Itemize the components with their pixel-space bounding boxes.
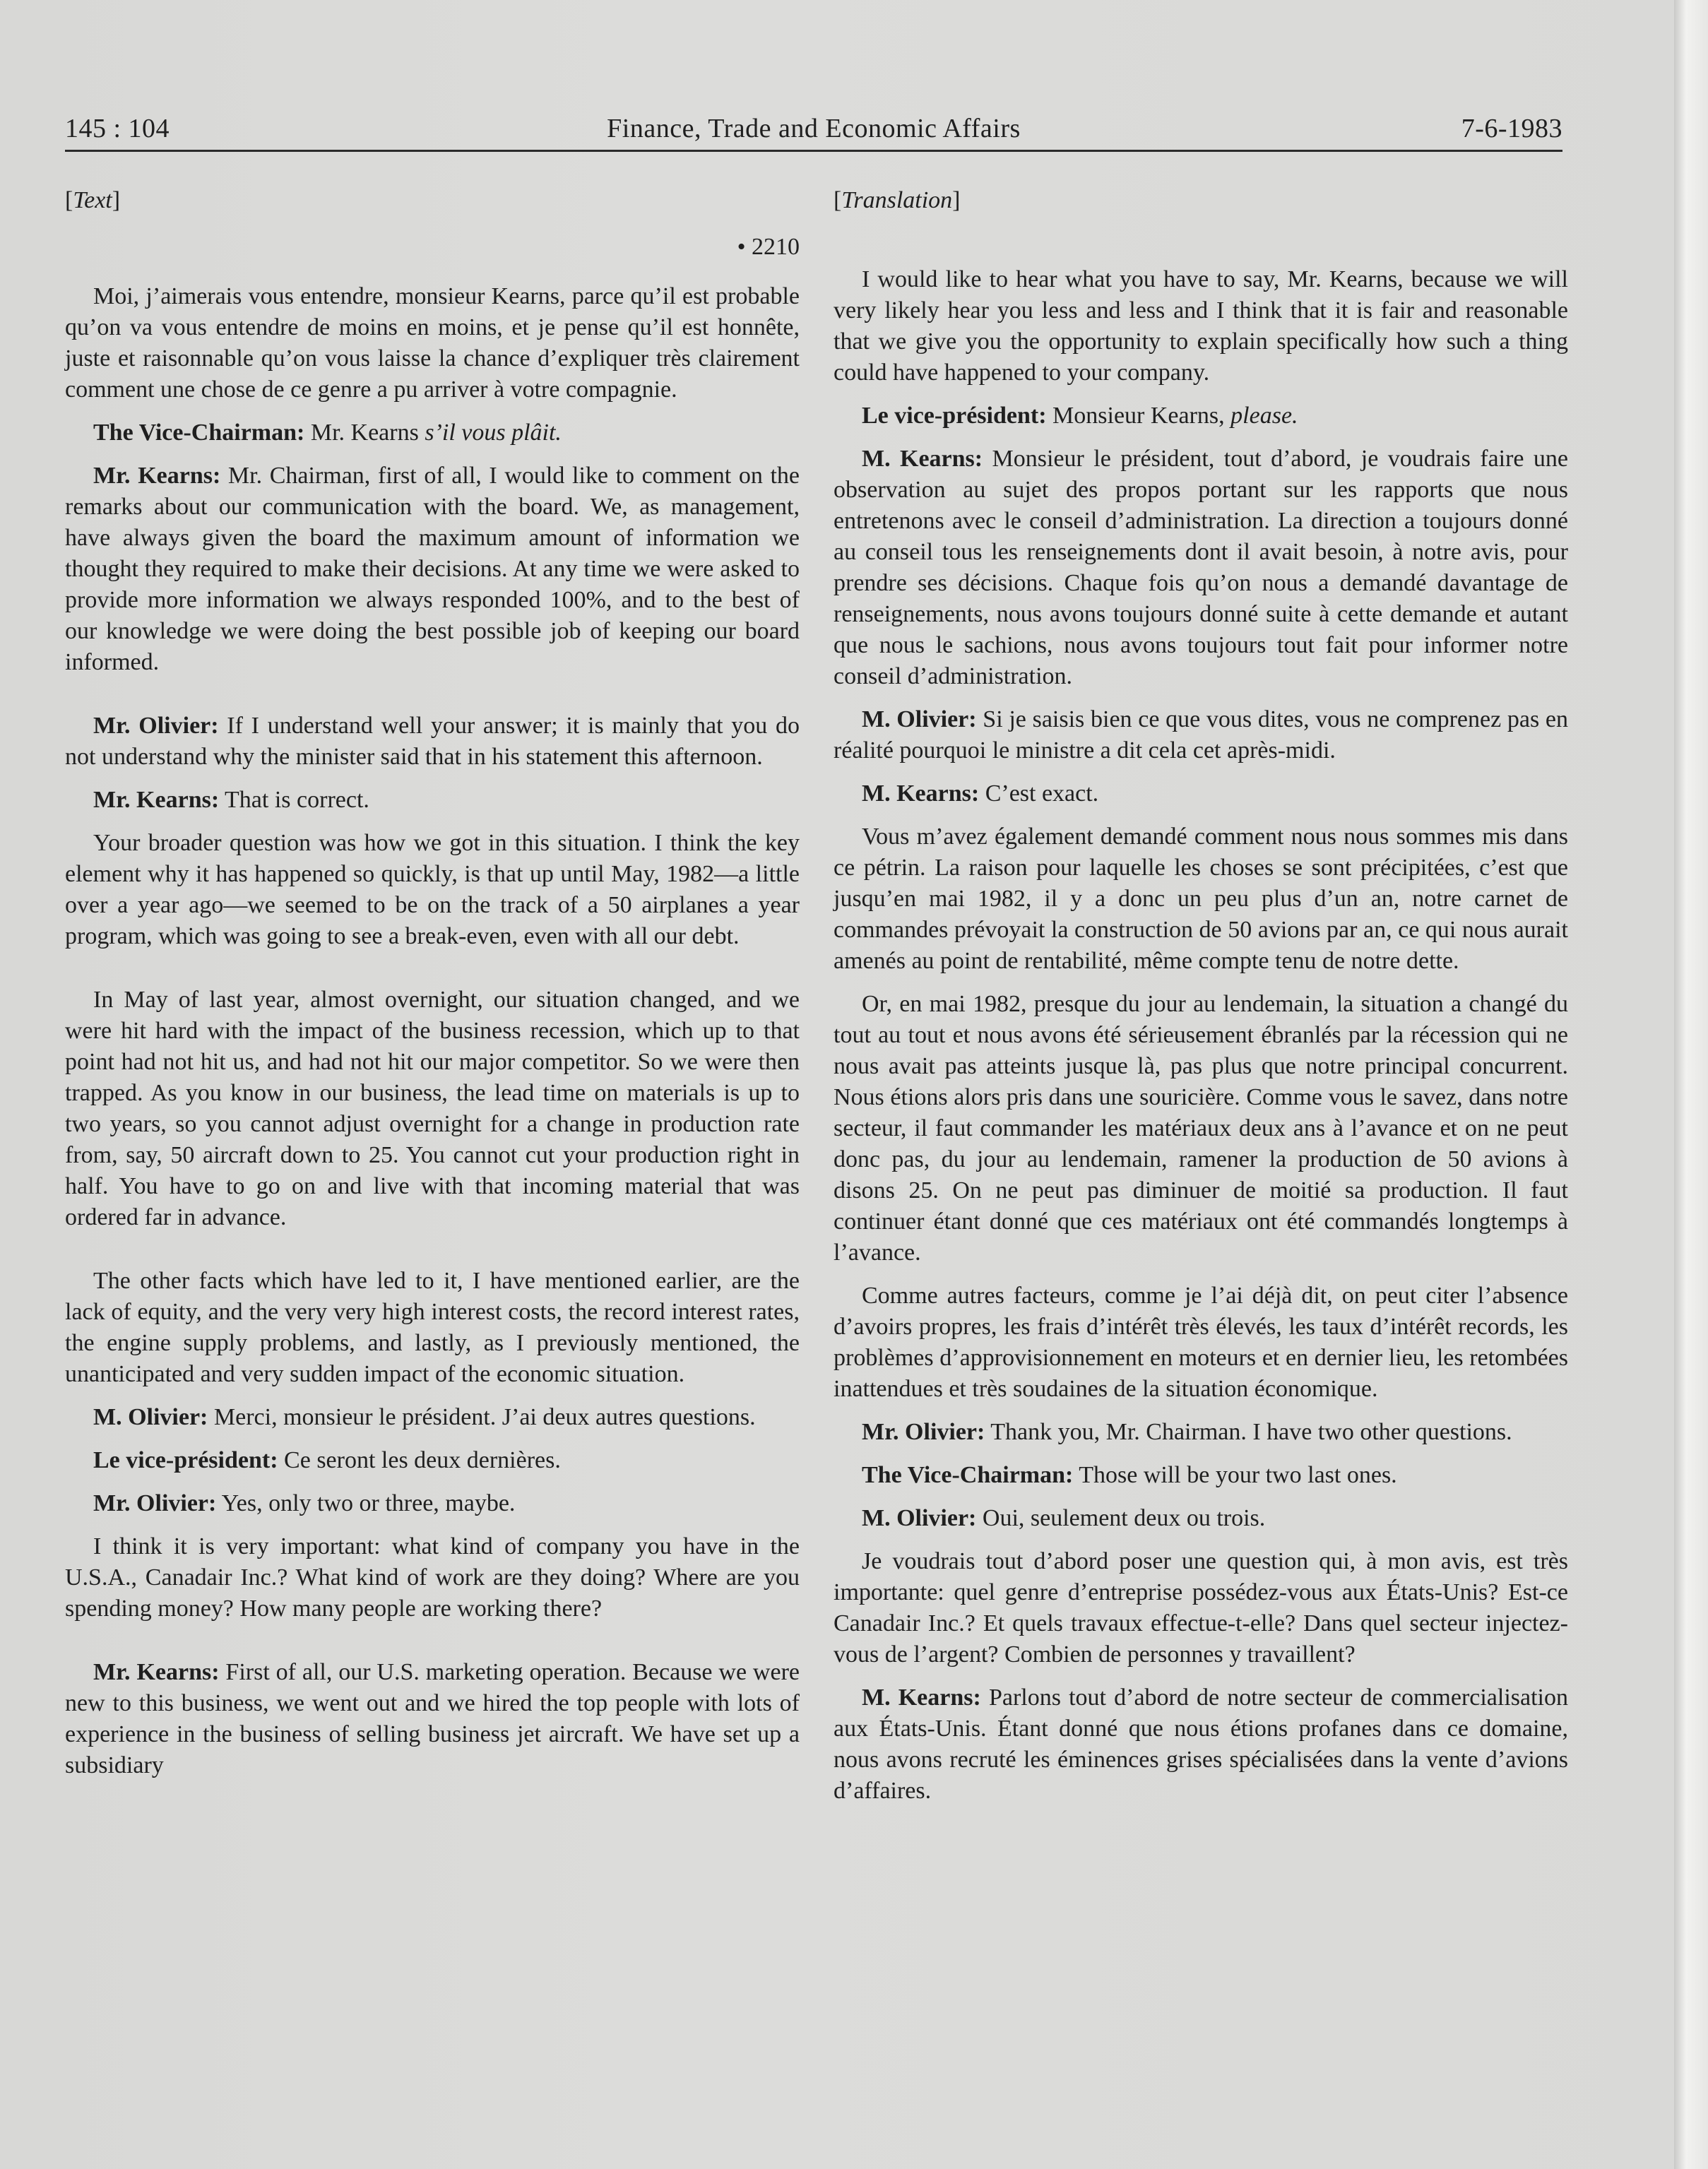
paragraph: Comme autres facteurs, comme je l’ai déjà dit, on peut citer l’absence d’avoirs propres, les frais d’intérêt très élevés, les taux d’intérêt records, les problèmes d’approvisionnement en moteurs et en dernier lieu, les retombées inattendues et très soudaines de la situation économique. bbox=[834, 1283, 1568, 1402]
paragraph: M. Olivier: Merci, monsieur le président. J’ai deux autres questions. bbox=[93, 1404, 756, 1430]
paragraph: The Vice-Chairman: Those will be your two last ones. bbox=[862, 1462, 1397, 1488]
paragraph: Je voudrais tout d’abord poser une question qui, à mon avis, est très importante: quel genre d’entreprise possédez-vous aux États-Unis? Est-ce Canadair Inc.? Et quels travaux effectue-t-elle? Dans quel secteur injectez-vous de l’argent? Combien de personnes y travaillent? bbox=[834, 1548, 1568, 1668]
paragraph: Mr. Kearns: First of all, our U.S. marketing operation. Because we were new to this business, we went out and we hired the top people with lots of experience in the business of selling business jet aircraft. We have set up a subsidiary bbox=[65, 1659, 800, 1778]
speaker-name: Mr. Olivier: bbox=[862, 1419, 985, 1445]
paragraph: Le vice-président: Ce seront les deux dernières. bbox=[93, 1447, 561, 1473]
speaker-name: The Vice-Chairman: bbox=[862, 1462, 1074, 1488]
time-marker: • 2210 bbox=[737, 234, 800, 260]
speaker-name: Mr. Kearns: bbox=[93, 463, 221, 489]
speaker-name: Mr. Olivier: bbox=[93, 1490, 217, 1516]
paragraph: Mr. Kearns: That is correct. bbox=[93, 787, 369, 813]
paragraph: Mr. Olivier: If I understand well your answer; it is mainly that you do not understand why the minister said that in his statement this afternoon. bbox=[65, 713, 800, 770]
speaker-name: M. Kearns: bbox=[862, 780, 980, 807]
paragraph: I would like to hear what you have to say, Mr. Kearns, because we will very likely hear you less and less and I think that it is fair and reasonable that we give you the opportunity to explain specifically how such a thing could have happened to your company. bbox=[834, 266, 1568, 386]
paragraph: Vous m’avez également demandé comment nous nous sommes mis dans ce pétrin. La raison pour laquelle les choses se sont précipitées, c’est que jusqu’en mai 1982, il y a donc un peu plus d’un an, notre carnet de commandes prévoyait la construction de 50 avions par an, ce qui nous aurait amenés au point de rentabilité, même compte tenu de notre dette. bbox=[834, 824, 1568, 974]
paragraph: M. Kearns: Monsieur le président, tout d’abord, je voudrais faire une observation au sujet des propos portant sur les rapports que nous entretenons avec le conseil d’administration. La direction a toujours donné au conseil tous les renseignements dont il avait besoin, à notre avis, pour prendre ses décisions. Chaque fois qu’on nous a demandé davantage de renseignements, nous avons toujours donné suite à cette demande et autant que nous le sachions, nous avons toujours tout fait pour informer notre conseil d’administration. bbox=[834, 446, 1568, 689]
paragraph: Le vice-président: Monsieur Kearns, please. bbox=[862, 403, 1298, 429]
speaker-name: M. Olivier: bbox=[862, 706, 977, 732]
speaker-name: Le vice-président: bbox=[862, 403, 1047, 429]
speaker-name: M. Olivier: bbox=[862, 1505, 977, 1531]
paragraph: M. Olivier: Si je saisis bien ce que vous dites, vous ne comprenez pas en réalité pourquoi le ministre a dit cela cet après-midi. bbox=[834, 706, 1568, 763]
speaker-name: Mr. Kearns: bbox=[93, 1659, 220, 1685]
right-column bbox=[834, 185, 1568, 1819]
paragraph: Or, en mai 1982, presque du jour au lendemain, la situation a changé du tout au tout et nous avons été sérieusement ébranlés par la récession qui ne nous avait pas atteints jusque là, pas plus que notre principal concurrent. Nous étions alors pris dans une souricière. Comme vous le savez, dans notre secteur, il faut commander les matériaux deux ans à l’avance et on ne peut donc pas, du jour au lendemain, ramener la production de 50 avions à disons 25. On ne peut pas diminuer de moitié sa production. Il faut continuer étant donné que ces matériaux ont été commandés longtemps à l’avance. bbox=[834, 991, 1568, 1266]
paragraph: Mr. Olivier: Yes, only two or three, maybe. bbox=[93, 1490, 516, 1516]
page-edge bbox=[1674, 0, 1708, 2169]
header-rule bbox=[65, 150, 1562, 152]
paragraph: Your broader question was how we got in this situation. I think the key element why it has happened so quickly, is that up until May, 1982—a little over a year ago—we seemed to be on the track of a 50 airplanes a year program, which was going to see a break-even, even with all our debt. bbox=[65, 830, 800, 949]
header-date: 7-6-1983 bbox=[1461, 114, 1562, 143]
paragraph: M. Kearns: C’est exact. bbox=[862, 780, 1099, 807]
paragraph: The other facts which have led to it, I have mentioned earlier, are the lack of equity, and the very very high interest costs, the record interest rates, the engine supply problems, and lastly, as I previously mentioned, the unanticipated and very sudden impact of the economic situation. bbox=[65, 1268, 800, 1387]
paragraph: I think it is very important: what kind of company you have in the U.S.A., Canadair Inc.? What kind of work are they doing? Where are you spending money? How many people are working there? bbox=[65, 1533, 800, 1622]
paragraph: In May of last year, almost overnight, our situation changed, and we were hit hard with the impact of the business recession, which up to that point had not hit us, and had not hit our major competitor. So we were then trapped. As you know in our business, the lead time on materials is up to two years, so you cannot adjust overnight for a change in production rate from, say, 50 aircraft down to 25. You cannot cut your production right in half. You have to go on and live with that incoming material that was ordered far in advance. bbox=[65, 987, 800, 1230]
speaker-name: Le vice-président: bbox=[93, 1447, 278, 1473]
paragraph: Moi, j’aimerais vous entendre, monsieur Kearns, parce qu’il est probable qu’on va vous entendre de moins en moins, et je pense qu’il est honnête, juste et raisonnable qu’on vous laisse la chance d’expliquer très clairement comment une chose de ce genre a pu arriver à votre compagnie. bbox=[65, 283, 800, 403]
page-number: 145 : 104 bbox=[65, 114, 170, 143]
paragraph: Mr. Olivier: Thank you, Mr. Chairman. I have two other questions. bbox=[862, 1419, 1512, 1445]
header-title: Finance, Trade and Economic Affairs bbox=[607, 114, 1021, 143]
speaker-name: M. Kearns: bbox=[862, 1684, 981, 1711]
paragraph: M. Kearns: Parlons tout d’abord de notre secteur de commercialisation aux États-Unis. Étant donné que nous étions profanes dans ce domaine, nous avons recruté les éminences grises spécialisées dans la vente d’avions d’affaires. bbox=[834, 1684, 1568, 1804]
column-label: [Translation] bbox=[834, 187, 961, 213]
column-label: [Text] bbox=[65, 187, 121, 213]
speaker-name: M. Kearns: bbox=[862, 446, 983, 472]
paragraph: The Vice-Chairman: Mr. Kearns s’il vous plâit. bbox=[93, 420, 562, 446]
running-header bbox=[65, 113, 1562, 155]
speaker-name: Mr. Kearns: bbox=[93, 787, 220, 813]
paragraph: Mr. Kearns: Mr. Chairman, first of all, I would like to comment on the remarks about our communication with the board. We, as management, have always given the board the maximum amount of information we thought they required to make their decisions. At any time we were asked to provide more information we always responded 100%, and to the best of our knowledge we were doing the best possible job of keeping our board informed. bbox=[65, 463, 800, 675]
speaker-name: The Vice-Chairman: bbox=[93, 420, 305, 446]
left-column bbox=[65, 185, 800, 1793]
speaker-name: Mr. Olivier: bbox=[93, 713, 219, 739]
speaker-name: M. Olivier: bbox=[93, 1404, 208, 1430]
paragraph: M. Olivier: Oui, seulement deux ou trois. bbox=[862, 1505, 1266, 1531]
